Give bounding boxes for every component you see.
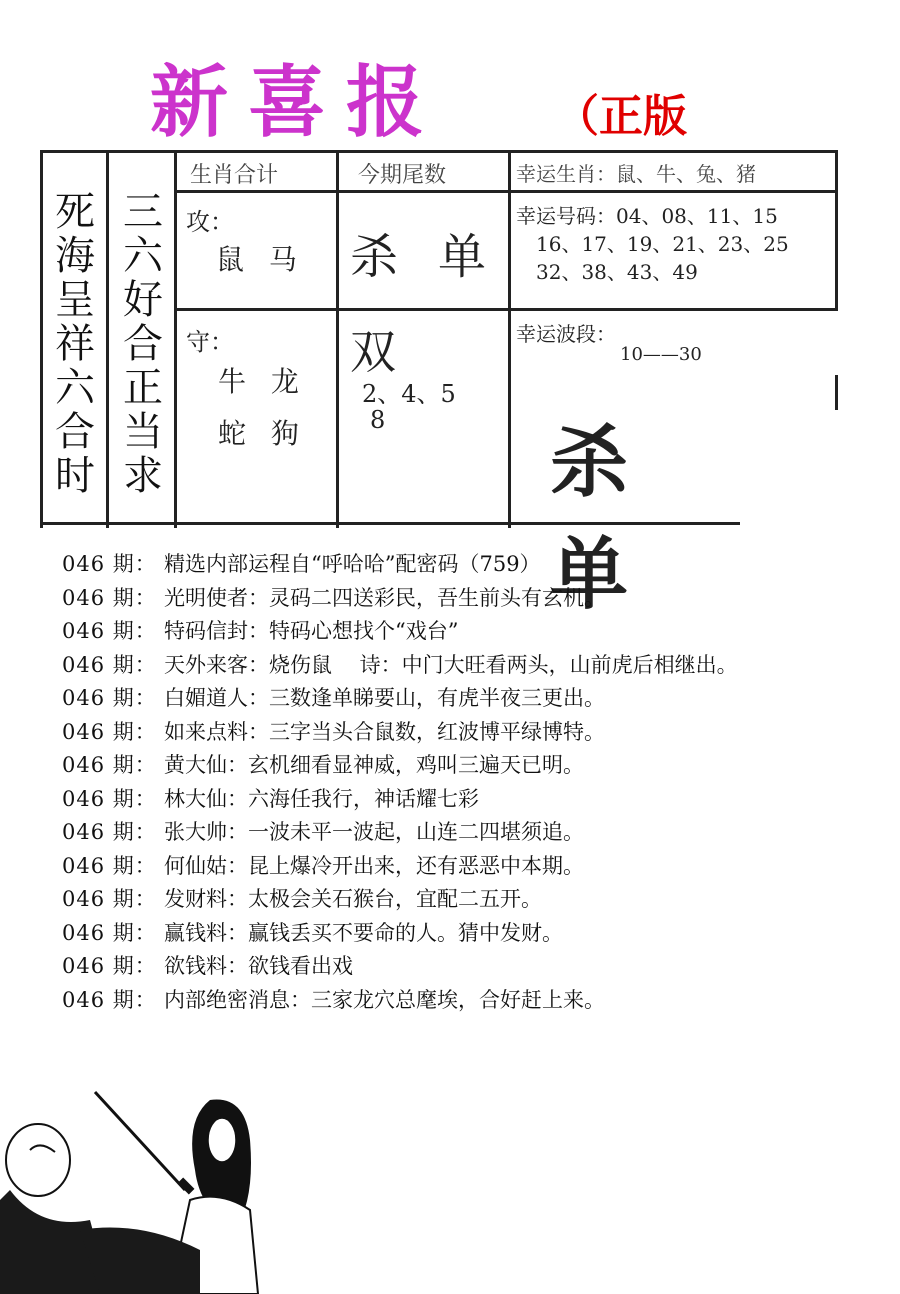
prediction-text: 发财料：太极会关石猴台，宜配二五开。 (164, 887, 542, 911)
table-divider (508, 150, 511, 528)
period-label: 046 期： (62, 786, 157, 811)
prediction-line (62, 883, 892, 917)
period-label: 046 期： (62, 686, 157, 710)
lucky-wave-label: 幸运波段： (516, 322, 616, 346)
table-header-rule (174, 190, 838, 193)
table-border-top (40, 150, 838, 153)
prediction-line (62, 816, 892, 850)
prediction-line (62, 615, 892, 649)
prediction-line (62, 917, 892, 951)
prediction-line (62, 582, 892, 616)
lucky-numbers-label: 幸运号码：04、08、11、15 (516, 204, 778, 228)
period-label: 046 期： (62, 552, 157, 576)
prediction-text: 光明使者：灵码二四送彩民，吾生前头有玄机。 (164, 585, 605, 610)
prediction-text: 黄大仙：玄机细看显神威，鸡叫三遍天已明。 (164, 753, 584, 777)
prediction-line (62, 850, 892, 884)
kill-single-label: 杀单 (350, 229, 527, 285)
table-divider (336, 150, 339, 528)
period-label: 046 期： (62, 987, 157, 1012)
prediction-line (62, 984, 892, 1018)
cartoon-illustration (0, 1080, 260, 1294)
prediction-text: 欲钱料：欲钱看出戏 (164, 954, 353, 978)
prediction-line (62, 783, 892, 817)
prediction-text: 张大帅：一波未平一波起，山连二四堪须追。 (164, 820, 584, 844)
page-subtitle: （正版 (555, 91, 687, 142)
prediction-text: 特码信封：特码心想找个“戏台” (164, 619, 459, 643)
tail-numbers-row-2: 8 (370, 406, 386, 434)
header-lucky-zodiac: 幸运生肖：鼠、牛、兔、猪 (516, 162, 756, 186)
lucky-numbers-row-2: 16、17、19、21、23、25 (536, 232, 789, 256)
period-label: 046 期： (62, 920, 157, 945)
prediction-line (62, 950, 892, 984)
prediction-text: 天外来客：烧伤鼠 诗：中门大旺看两头，山前虎后相继出。 (164, 652, 738, 677)
period-label: 046 期： (62, 585, 157, 610)
period-label: 046 期： (62, 719, 157, 744)
prediction-list (62, 548, 892, 1017)
prediction-text: 精选内部运程自“呼哈哈”配密码（759） (164, 552, 541, 576)
page-title: 新喜报 (150, 58, 445, 148)
header-tail-number: 今期尾数 (358, 163, 447, 188)
period-label: 046 期： (62, 954, 157, 978)
table-border-right (835, 150, 838, 310)
table-divider (106, 150, 109, 528)
prediction-text: 如来点料：三字当头合鼠数，红波博平绿博特。 (164, 719, 605, 744)
attack-items: 鼠 马 (216, 243, 305, 276)
tail-numbers-row-1: 2、4、5 (362, 380, 456, 408)
prediction-text: 林大仙：六海任我行，神话耀七彩 (164, 786, 479, 811)
defend-label: 守： (186, 328, 234, 356)
defend-row-1: 牛 龙 (218, 365, 307, 398)
prediction-line (62, 682, 892, 716)
prediction-text: 内部绝密消息：三家龙穴总麾埃，合好赶上来。 (164, 987, 605, 1012)
prediction-line (62, 716, 892, 750)
even-label: 双 (350, 325, 396, 379)
table-row-rule (174, 308, 838, 311)
prediction-text: 白媚道人：三数逢单睇要山，有虎半夜三更出。 (164, 686, 605, 710)
period-label: 046 期： (62, 753, 157, 777)
period-label: 046 期： (62, 652, 157, 677)
period-label: 046 期： (62, 619, 157, 643)
prediction-line (62, 749, 892, 783)
table-divider (174, 150, 177, 528)
period-label: 046 期： (62, 887, 157, 911)
defend-row-2: 蛇 狗 (218, 417, 307, 450)
lucky-wave-range: 10——30 (620, 344, 702, 365)
vertical-slogan-1: 死海呈祥六合时 (55, 189, 95, 499)
vertical-slogan-2: 三六好合正当求 (123, 189, 163, 499)
cartoon-sword (95, 1092, 194, 1194)
attack-label: 攻： (186, 208, 234, 236)
period-label: 046 期： (62, 853, 157, 878)
prediction-line (62, 649, 892, 683)
lucky-numbers-row-3: 32、38、43、49 (536, 260, 698, 284)
period-label: 046 期： (62, 820, 157, 844)
header-zodiac-total: 生肖合计 (190, 163, 279, 188)
prediction-text: 赢钱料：赢钱丢买不要命的人。猜中发财。 (164, 920, 563, 945)
table-border-left (40, 150, 43, 528)
prediction-text: 何仙姑：昆上爆冷开出来，还有恶恶中本期。 (164, 853, 584, 878)
big-kill-single: 杀单 (550, 417, 699, 620)
prediction-line (62, 548, 892, 582)
